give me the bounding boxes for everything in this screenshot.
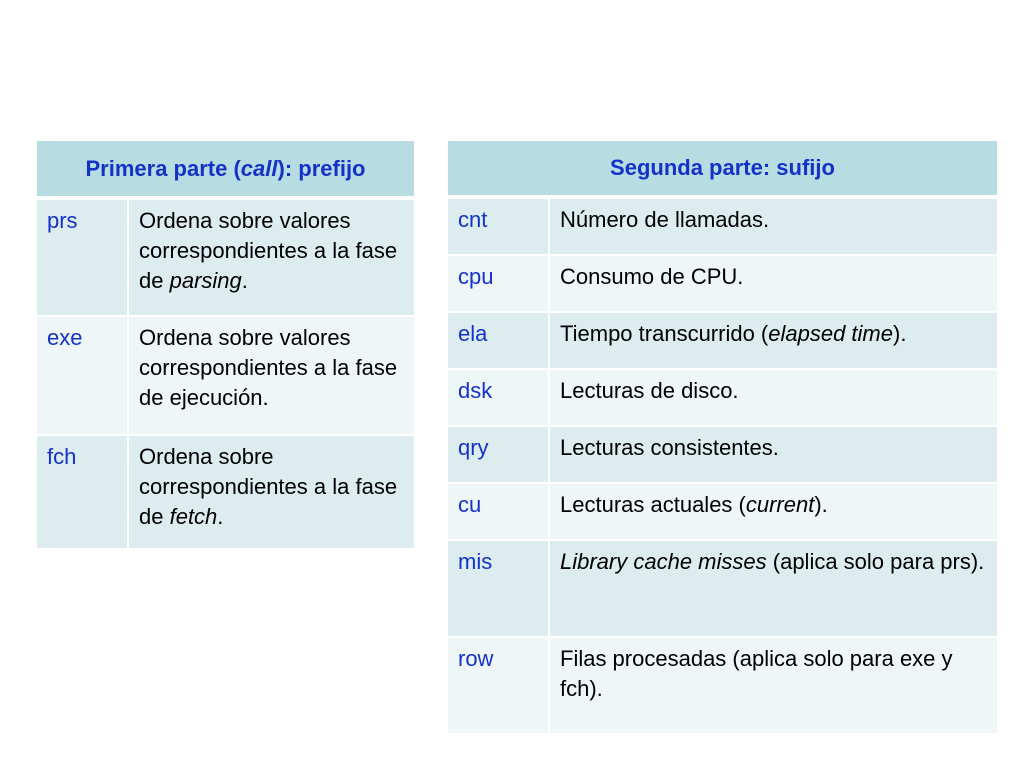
prefix-description: Ordena sobre correspondientes a la fase de fetch. (129, 436, 414, 550)
prefix-code: fch (37, 436, 129, 550)
suffix-description: Consumo de CPU. (550, 256, 997, 313)
suffix-code: mis (448, 541, 550, 638)
suffix-code: cpu (448, 256, 550, 313)
suffix-code: row (448, 638, 550, 735)
table-row (37, 436, 414, 550)
prefix-table-header: Primera parte (call): prefijo (37, 141, 414, 200)
table-row (448, 427, 997, 484)
prefix-code: exe (37, 317, 129, 436)
table-row (448, 313, 997, 370)
table-row (448, 638, 997, 735)
suffix-code: cu (448, 484, 550, 541)
prefix-description: Ordena sobre valores correspondientes a la fase de ejecución. (129, 317, 414, 436)
suffix-description: Lecturas consistentes. (550, 427, 997, 484)
table-row (448, 370, 997, 427)
suffix-code: cnt (448, 199, 550, 256)
suffix-code: dsk (448, 370, 550, 427)
table-row (448, 256, 997, 313)
suffix-table (448, 141, 997, 735)
prefix-code: prs (37, 200, 129, 317)
suffix-code: qry (448, 427, 550, 484)
prefix-description: Ordena sobre valores correspondientes a la fase de parsing. (129, 200, 414, 317)
suffix-table-header: Segunda parte: sufijo (448, 141, 997, 199)
table-row (448, 484, 997, 541)
table-row (448, 199, 997, 256)
suffix-description: Número de llamadas. (550, 199, 997, 256)
prefix-table (37, 141, 414, 550)
table-row (37, 200, 414, 317)
suffix-description: Library cache misses (aplica solo para prs). (550, 541, 997, 638)
suffix-description: Tiempo transcurrido (elapsed time). (550, 313, 997, 370)
suffix-code: ela (448, 313, 550, 370)
suffix-description: Filas procesadas (aplica solo para exe y fch). (550, 638, 997, 735)
suffix-description: Lecturas actuales (current). (550, 484, 997, 541)
table-row (448, 541, 997, 638)
table-row (37, 317, 414, 436)
suffix-description: Lecturas de disco. (550, 370, 997, 427)
